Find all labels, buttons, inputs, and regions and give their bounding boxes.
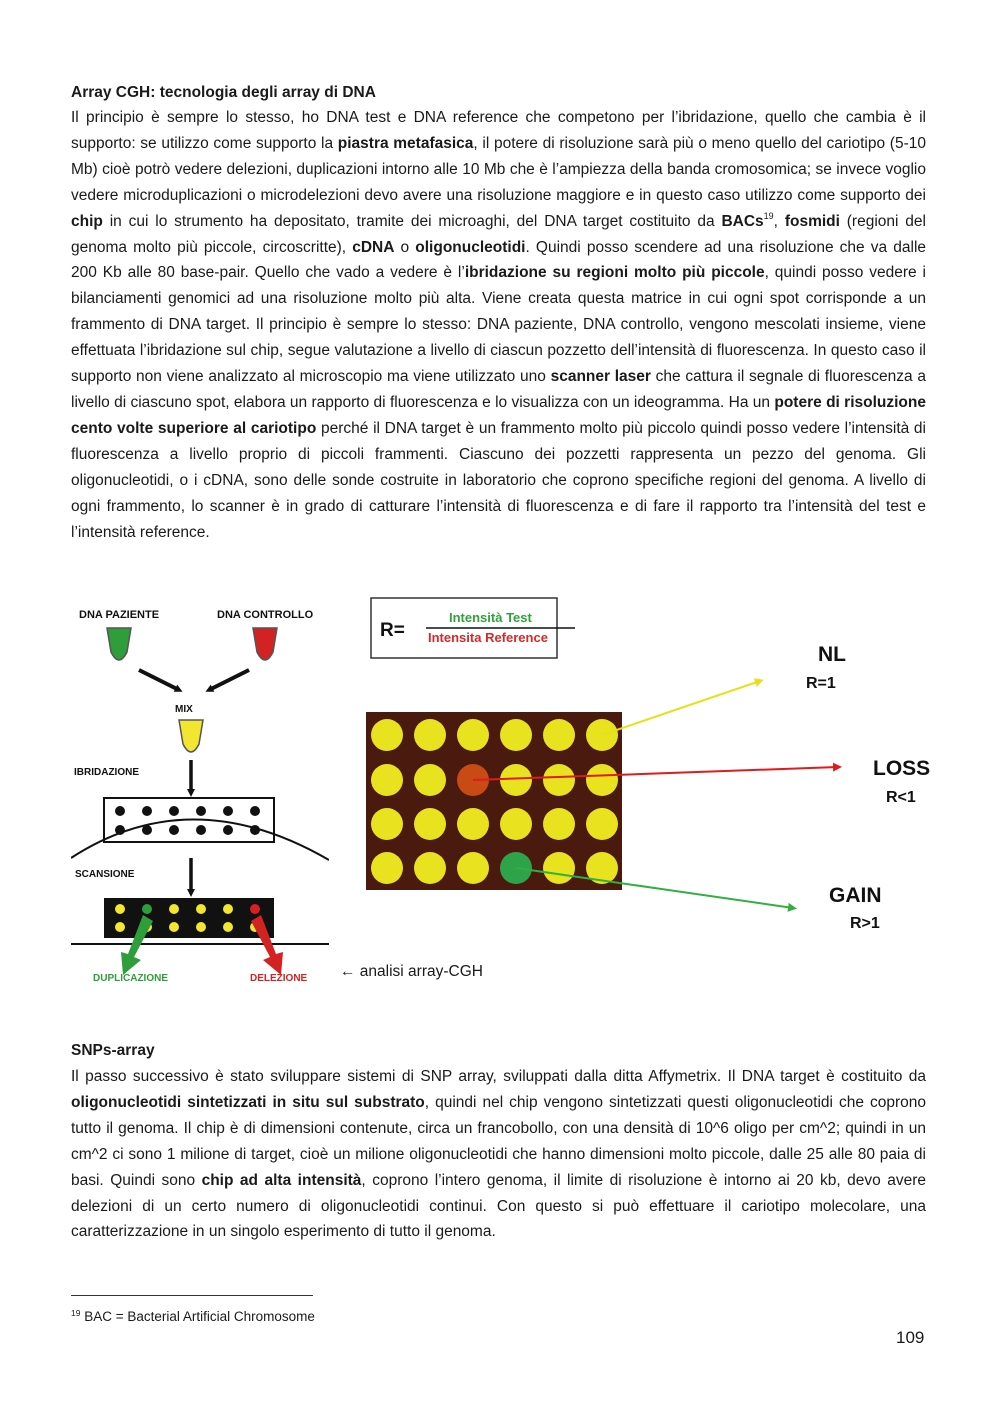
text-run: . Quindi posso scendere ad una risoluzione che va dalle 200 Kb alle 80 base-pair. Quello che vado a vedere è l’ — [71, 238, 927, 282]
text-run: , il potere di risoluzione sarà più o meno quello del cariotipo (5-10 Mb) cioè potrò vedere delezioni, duplicazioni intorno alle 10 Mb che è l’ampiezza della banda cromosomica; se invece voglio vedere microduplicazioni o microdelezioni devo avere una risoluzione maggiore e in questo caso utilizzo come supporto dei — [71, 134, 926, 204]
footnote — [71, 1309, 315, 1324]
text-run: perché il DNA target è un frammento molto più piccolo quindi posso vedere l’intensità di fluorescenza a livello proprio di piccoli frammenti. Ciascuno dei pozzetti rappresenta un pezzo del genoma. Gli oligonucleotidi, o i cDNA, sono delle sonde costruite in laboratorio che coprono specifiche regioni del genoma. A livello di ogni frammento, lo scanner è in grado di catturare l’intensità di fluorescenza e di fare il rapporto tra l’intensità del test e l’intensità reference. — [71, 419, 926, 541]
bold-term: chip — [71, 212, 103, 230]
green-tube-icon — [107, 628, 131, 660]
label-dna-paziente: DNA PAZIENTE — [79, 609, 160, 621]
arrow-icon — [139, 670, 179, 690]
footnote-text: BAC = Bacterial Artificial Chromosome — [80, 1309, 315, 1324]
red-tube-icon — [253, 628, 277, 660]
text-run: Il principio è sempre lo stesso, ho DNA test e DNA reference che competono per l’ibridazione, quello che cambia è il supporto: se utilizzo come supporto la — [71, 109, 926, 152]
ratio-label: R= — [380, 620, 405, 641]
bold-term: cDNA — [352, 238, 395, 256]
bold-term: scanner laser — [550, 368, 651, 386]
bold-term: piastra metafasica — [337, 134, 474, 152]
loss-ratio: R<1 — [886, 789, 916, 806]
bold-term: potere di risoluzione cento volte superiore al cariotipo — [71, 393, 926, 437]
section-title-snps-array: SNPs-array — [71, 1042, 155, 1059]
label-ibridazione: IBRIDAZIONE — [74, 767, 139, 778]
label-delezione: DELEZIONE — [250, 973, 308, 984]
paragraph-snps-array — [71, 1064, 926, 1245]
page-number: 109 — [896, 1328, 925, 1347]
text-run: in cui lo strumento ha depositato, tramite dei microaghi, del DNA target costituito da — [102, 212, 722, 230]
bold-term: chip ad alta intensità — [201, 1171, 362, 1189]
nl-arrow-icon — [602, 681, 760, 735]
bold-term: oligonucleotidi — [415, 238, 526, 256]
footnote-divider — [71, 1295, 313, 1296]
label-scansione: SCANSIONE — [75, 869, 135, 880]
text-run: Il passo successivo è stato sviluppare sistemi di SNP array, sviluppati dalla ditta Affymetrix. Il DNA target è costituito da — [71, 1068, 926, 1085]
label-dna-controllo: DNA CONTROLLO — [217, 609, 314, 621]
nl-label: NL — [818, 643, 846, 666]
scanned-chip — [104, 898, 274, 938]
text-run: , quindi nel chip vengono sintetizzati questi oligonucleotidi che coprono tutto il genoma. Il chip è di dimensioni contenute, circa un francobollo, con una densità di 10^6 oligo per cm^2; quindi in un cm^2 ci sono 1 milione di target, cioè un milione oligonucleotidi che hanno dimensioni molto piccole, dalle 25 alle 80 paia di basi. Quindi sono — [71, 1093, 926, 1189]
yellow-tube-icon — [179, 720, 203, 752]
text-run: , quindi posso vedere i bilanciamenti genomici ad una risoluzione molto più alta. Viene creata questa matrice in cui ogni spot corrisponde a un frammento di DNA target. Il principio è sempre lo stesso: DNA paziente, DNA controllo, vengono mescolati insieme, viene effettuata l’ibridazione sul chip, segue valutazione a livello di ciascun pozzetto dell’intensità di fluorescenza. In questo caso il supporto non viene analizzato al microscopio ma viene utilizzato uno — [71, 264, 926, 386]
label-duplicazione: DUPLICAZIONE — [93, 973, 168, 984]
text-run: (regioni del genoma molto più piccole, circoscritte), — [71, 212, 926, 256]
ratio-denominator: Intensita Reference — [428, 630, 548, 645]
figure-caption: ← analisi array-CGH — [340, 963, 483, 980]
array-cgh-workflow-figure — [71, 590, 329, 1000]
text-run: che cattura il segnale di fluorescenza a livello di ciascuno spot, elabora un rapporto di fluorescenza e lo visualizza con un ideogramma. Ha un — [71, 368, 926, 411]
bold-term: fosmidi — [784, 212, 840, 230]
bold-term: oligonucleotidi sintetizzati in situ sul substrato — [71, 1093, 425, 1111]
arrow-icon — [209, 670, 249, 690]
loss-label: LOSS — [873, 757, 931, 780]
microarray-chip — [366, 712, 622, 890]
ratio-numerator: Intensità Test — [449, 610, 532, 625]
array-cgh-ratio-figure — [360, 590, 940, 950]
label-mix: MIX — [175, 704, 193, 715]
bold-term: BACs — [721, 212, 764, 230]
section-title-array-cgh: Array CGH: tecnologia degli array di DNA — [71, 84, 376, 101]
bold-term: ibridazione su regioni molto più piccole — [464, 264, 765, 282]
gain-ratio: R>1 — [850, 915, 880, 932]
footnote-ref[interactable]: 19 — [763, 210, 774, 221]
text-run: o — [394, 238, 416, 256]
text-run: , coprono l’intero genoma, il limite di risoluzione è intorno ai 20 kb, devo avere delezioni di un certo numero di oligonucleotidi continui. Con questo si può effettuare il cariotipo molecolare, una caratterizzazione in un singolo esperimento di tutto il genoma. — [71, 1171, 926, 1241]
gain-label: GAIN — [829, 884, 882, 907]
text-run: , — [773, 212, 785, 230]
paragraph-array-cgh — [71, 105, 926, 545]
footnote-number: 19 — [71, 1308, 81, 1318]
nl-ratio: R=1 — [806, 675, 836, 692]
